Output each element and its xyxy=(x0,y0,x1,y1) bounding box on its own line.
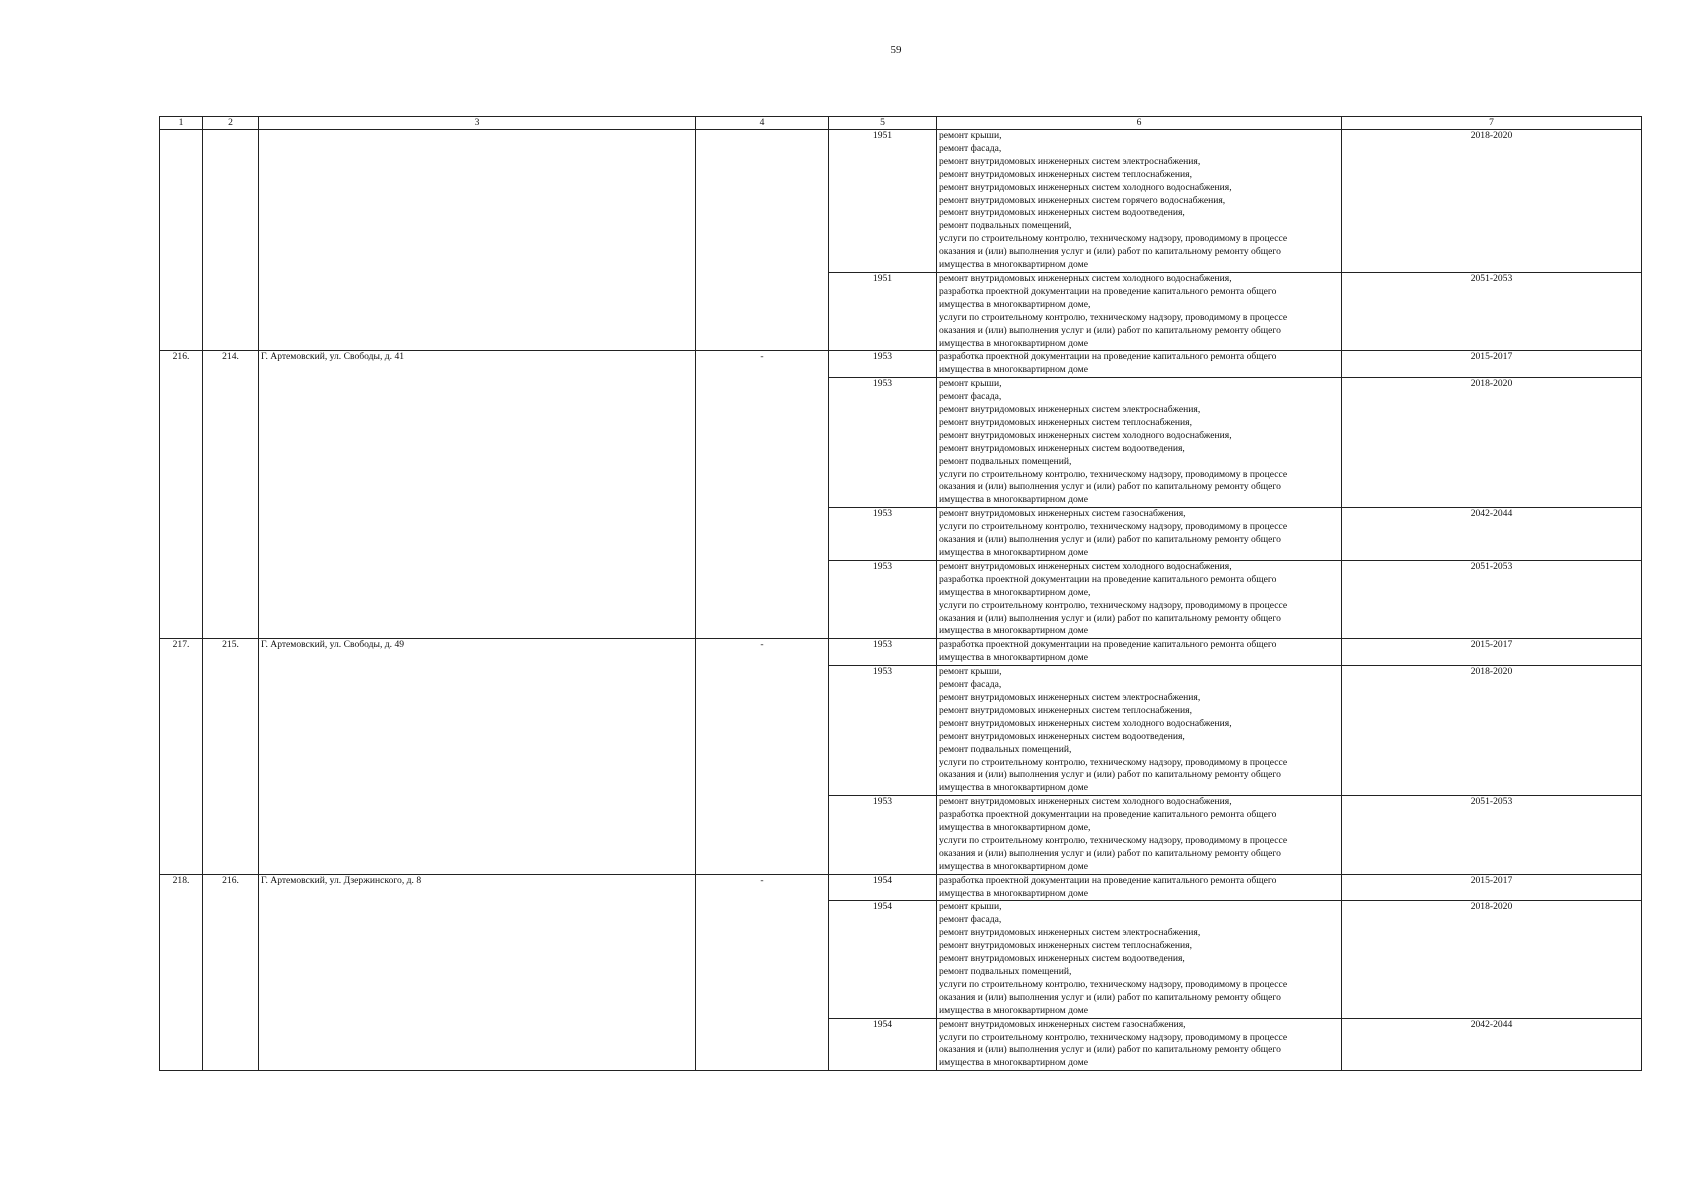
work-item: ремонт внутридомовых инженерных систем водоотведения, xyxy=(939,207,1185,219)
row-number-cell: 216. xyxy=(160,351,203,639)
registry-number-cell xyxy=(203,130,259,351)
period-cell: 2015-2017 xyxy=(1342,639,1642,666)
column-header: 6 xyxy=(937,117,1342,130)
registry-number-cell: 215. xyxy=(203,639,259,874)
work-item: имущества в многоквартирном доме xyxy=(939,547,1088,558)
year-cell: 1951 xyxy=(829,130,937,273)
address-cell: Г. Артемовский, ул. Свободы, д. 49 xyxy=(259,639,696,874)
year-cell: 1953 xyxy=(829,560,937,638)
address-cell xyxy=(259,130,696,351)
period-cell: 2015-2017 xyxy=(1342,351,1642,378)
period-cell: 2018-2020 xyxy=(1342,666,1642,796)
work-list-cell xyxy=(937,272,1342,350)
work-item: имущества в многоквартирном доме, xyxy=(939,822,1091,834)
table-header xyxy=(160,117,1642,130)
column-header: 7 xyxy=(1342,117,1642,130)
work-list-cell xyxy=(937,560,1342,638)
work-item: ремонт подвальных помещений, xyxy=(939,743,1072,755)
repair-schedule-table xyxy=(159,116,1642,1071)
work-item: ремонт фасада, xyxy=(939,391,1002,403)
work-item: имущества в многоквартирном доме xyxy=(939,259,1088,271)
work-item: услуги по строительному контролю, техническому надзору, проводимому в процессе xyxy=(939,1031,1288,1043)
work-item: ремонт внутридомовых инженерных систем газоснабжения, xyxy=(939,1018,1186,1030)
work-item: разработка проектной документации на проведение капитального ремонта общего xyxy=(939,351,1277,363)
table-row xyxy=(160,351,1642,378)
period-cell: 2051-2053 xyxy=(1342,272,1642,350)
year-cell: 1953 xyxy=(829,508,937,561)
work-item: ремонт внутридомовых инженерных систем теплоснабжения, xyxy=(939,168,1192,180)
work-list-cell xyxy=(937,130,1342,273)
work-item: имущества в многоквартирном доме xyxy=(939,887,1088,899)
work-item: ремонт фасада, xyxy=(939,142,1002,154)
work-item: услуги по строительному контролю, техническому надзору, проводимому в процессе xyxy=(939,599,1288,611)
work-item: имущества в многоквартирном доме xyxy=(939,652,1088,664)
work-item: услуги по строительному контролю, техническому надзору, проводимому в процессе xyxy=(939,834,1288,846)
work-item: ремонт крыши, xyxy=(939,901,1002,913)
work-item: услуги по строительному контролю, техническому надзору, проводимому в процессе xyxy=(939,756,1288,768)
work-item: ремонт внутридомовых инженерных систем электроснабжения, xyxy=(939,927,1201,939)
row-number-cell: 217. xyxy=(160,639,203,874)
work-item: ремонт внутридомовых инженерных систем водоотведения, xyxy=(939,953,1185,965)
year-cell: 1953 xyxy=(829,351,937,378)
table-row xyxy=(160,639,1642,666)
address-cell: Г. Артемовский, ул. Дзержинского, д. 8 xyxy=(259,874,696,1071)
work-item: ремонт внутридомовых инженерных систем электроснабжения, xyxy=(939,155,1201,167)
period-cell: 2018-2020 xyxy=(1342,901,1642,1018)
work-item: имущества в многоквартирном доме xyxy=(939,494,1088,506)
work-item: ремонт подвальных помещений, xyxy=(939,966,1072,977)
row-number-cell: 218. xyxy=(160,874,203,1071)
period-cell: 2042-2044 xyxy=(1342,1018,1642,1071)
work-list-cell xyxy=(937,351,1342,378)
column-4-cell: - xyxy=(696,639,829,874)
year-cell: 1954 xyxy=(829,1018,937,1071)
year-cell: 1953 xyxy=(829,796,937,874)
work-item: ремонт подвальных помещений, xyxy=(939,220,1072,232)
work-item: разработка проектной документации на проведение капитального ремонта общего xyxy=(939,809,1277,821)
work-item: ремонт внутридомовых инженерных систем водоотведения, xyxy=(939,442,1185,454)
work-item: имущества в многоквартирном доме xyxy=(939,625,1088,637)
table-body xyxy=(160,130,1642,1071)
period-cell: 2015-2017 xyxy=(1342,874,1642,901)
work-item: ремонт внутридомовых инженерных систем электроснабжения, xyxy=(939,404,1201,416)
work-item: ремонт внутридомовых инженерных систем холодного водоснабжения, xyxy=(939,560,1232,572)
work-item: разработка проектной документации на проведение капитального ремонта общего xyxy=(939,285,1277,297)
work-item: имущества в многоквартирном доме xyxy=(939,860,1088,872)
work-item: ремонт внутридомовых инженерных систем теплоснабжения, xyxy=(939,940,1192,952)
work-item: услуги по строительному контролю, техническому надзору, проводимому в процессе xyxy=(939,233,1288,245)
work-item: ремонт внутридомовых инженерных систем горячего водоснабжения, xyxy=(939,194,1226,206)
work-list-cell xyxy=(937,1018,1342,1071)
work-item: имущества в многоквартирном доме xyxy=(939,337,1088,349)
table-row xyxy=(160,130,1642,273)
year-cell: 1953 xyxy=(829,639,937,666)
work-item: ремонт фасада, xyxy=(939,679,1002,691)
work-item: ремонт внутридомовых инженерных систем холодного водоснабжения, xyxy=(939,717,1232,729)
work-item: ремонт внутридомовых инженерных систем холодного водоснабжения, xyxy=(939,796,1232,808)
work-item: ремонт внутридомовых инженерных систем теплоснабжения, xyxy=(939,416,1192,428)
work-list-cell xyxy=(937,639,1342,666)
work-item: оказания и (или) выполнения услуг и (или) работ по капитальному ремонту общего xyxy=(939,991,1281,1003)
work-item: оказания и (или) выполнения услуг и (или) работ по капитальному ремонту общего xyxy=(939,534,1281,546)
work-item: ремонт внутридомовых инженерных систем теплоснабжения, xyxy=(939,704,1192,716)
work-item: имущества в многоквартирном доме xyxy=(939,1057,1088,1069)
work-item: имущества в многоквартирном доме, xyxy=(939,586,1091,598)
year-cell: 1954 xyxy=(829,874,937,901)
period-cell: 2018-2020 xyxy=(1342,130,1642,273)
work-item: разработка проектной документации на проведение капитального ремонта общего xyxy=(939,573,1277,585)
work-item: услуги по строительному контролю, техническому надзору, проводимому в процессе xyxy=(939,311,1288,323)
column-4-cell xyxy=(696,130,829,351)
work-item: оказания и (или) выполнения услуг и (или) работ по капитальному ремонту общего xyxy=(939,246,1281,258)
table-row xyxy=(160,874,1642,901)
work-item: ремонт фасада, xyxy=(939,914,1002,926)
column-header: 2 xyxy=(203,117,259,130)
row-number-cell xyxy=(160,130,203,351)
work-item: ремонт подвальных помещений, xyxy=(939,455,1072,467)
work-item: услуги по строительному контролю, техническому надзору, проводимому в процессе xyxy=(939,978,1288,990)
work-item: ремонт крыши, xyxy=(939,666,1002,678)
period-cell: 2051-2053 xyxy=(1342,560,1642,638)
work-list-cell xyxy=(937,874,1342,901)
work-item: имущества в многоквартирном доме xyxy=(939,364,1088,376)
work-item: разработка проектной документации на проведение капитального ремонта общего xyxy=(939,874,1277,886)
work-item: оказания и (или) выполнения услуг и (или) работ по капитальному ремонту общего xyxy=(939,1044,1281,1056)
work-item: оказания и (или) выполнения услуг и (или) работ по капитальному ремонту общего xyxy=(939,324,1281,336)
year-cell: 1951 xyxy=(829,272,937,350)
column-4-cell: - xyxy=(696,874,829,1071)
work-item: услуги по строительному контролю, техническому надзору, проводимому в процессе xyxy=(939,521,1288,533)
year-cell: 1954 xyxy=(829,901,937,1018)
period-cell: 2042-2044 xyxy=(1342,508,1642,561)
work-item: имущества в многоквартирном доме, xyxy=(939,298,1091,310)
work-item: ремонт крыши, xyxy=(939,130,1002,141)
column-header: 3 xyxy=(259,117,696,130)
work-item: оказания и (или) выполнения услуг и (или) работ по капитальному ремонту общего xyxy=(939,481,1281,493)
page-number: 59 xyxy=(890,44,902,56)
work-item: ремонт внутридомовых инженерных систем холодного водоснабжения, xyxy=(939,181,1232,193)
registry-number-cell: 214. xyxy=(203,351,259,639)
period-cell: 2018-2020 xyxy=(1342,378,1642,508)
work-item: услуги по строительному контролю, техническому надзору, проводимому в процессе xyxy=(939,468,1288,480)
work-item: оказания и (или) выполнения услуг и (или) работ по капитальному ремонту общего xyxy=(939,847,1281,859)
work-item: ремонт внутридомовых инженерных систем водоотведения, xyxy=(939,730,1185,742)
year-cell: 1953 xyxy=(829,378,937,508)
work-item: ремонт крыши, xyxy=(939,378,1002,390)
work-list-cell xyxy=(937,796,1342,874)
column-number-row xyxy=(160,117,1642,130)
work-list-cell xyxy=(937,666,1342,796)
work-list-cell xyxy=(937,901,1342,1018)
work-item: оказания и (или) выполнения услуг и (или) работ по капитальному ремонту общего xyxy=(939,612,1281,624)
work-item: ремонт внутридомовых инженерных систем холодного водоснабжения, xyxy=(939,272,1232,284)
work-item: имущества в многоквартирном доме xyxy=(939,782,1088,794)
work-item: ремонт внутридомовых инженерных систем газоснабжения, xyxy=(939,508,1186,520)
column-4-cell: - xyxy=(696,351,829,639)
column-header: 4 xyxy=(696,117,829,130)
year-cell: 1953 xyxy=(829,666,937,796)
work-item: ремонт внутридомовых инженерных систем электроснабжения, xyxy=(939,691,1201,703)
column-header: 5 xyxy=(829,117,937,130)
column-header: 1 xyxy=(160,117,203,130)
work-item: оказания и (или) выполнения услуг и (или) работ по капитальному ремонту общего xyxy=(939,769,1281,781)
period-cell: 2051-2053 xyxy=(1342,796,1642,874)
work-item: ремонт внутридомовых инженерных систем холодного водоснабжения, xyxy=(939,429,1232,441)
work-list-cell xyxy=(937,508,1342,561)
work-list-cell xyxy=(937,378,1342,508)
work-item: разработка проектной документации на проведение капитального ремонта общего xyxy=(939,639,1277,651)
address-cell: Г. Артемовский, ул. Свободы, д. 41 xyxy=(259,351,696,639)
work-item: имущества в многоквартирном доме xyxy=(939,1004,1088,1016)
registry-number-cell: 216. xyxy=(203,874,259,1071)
